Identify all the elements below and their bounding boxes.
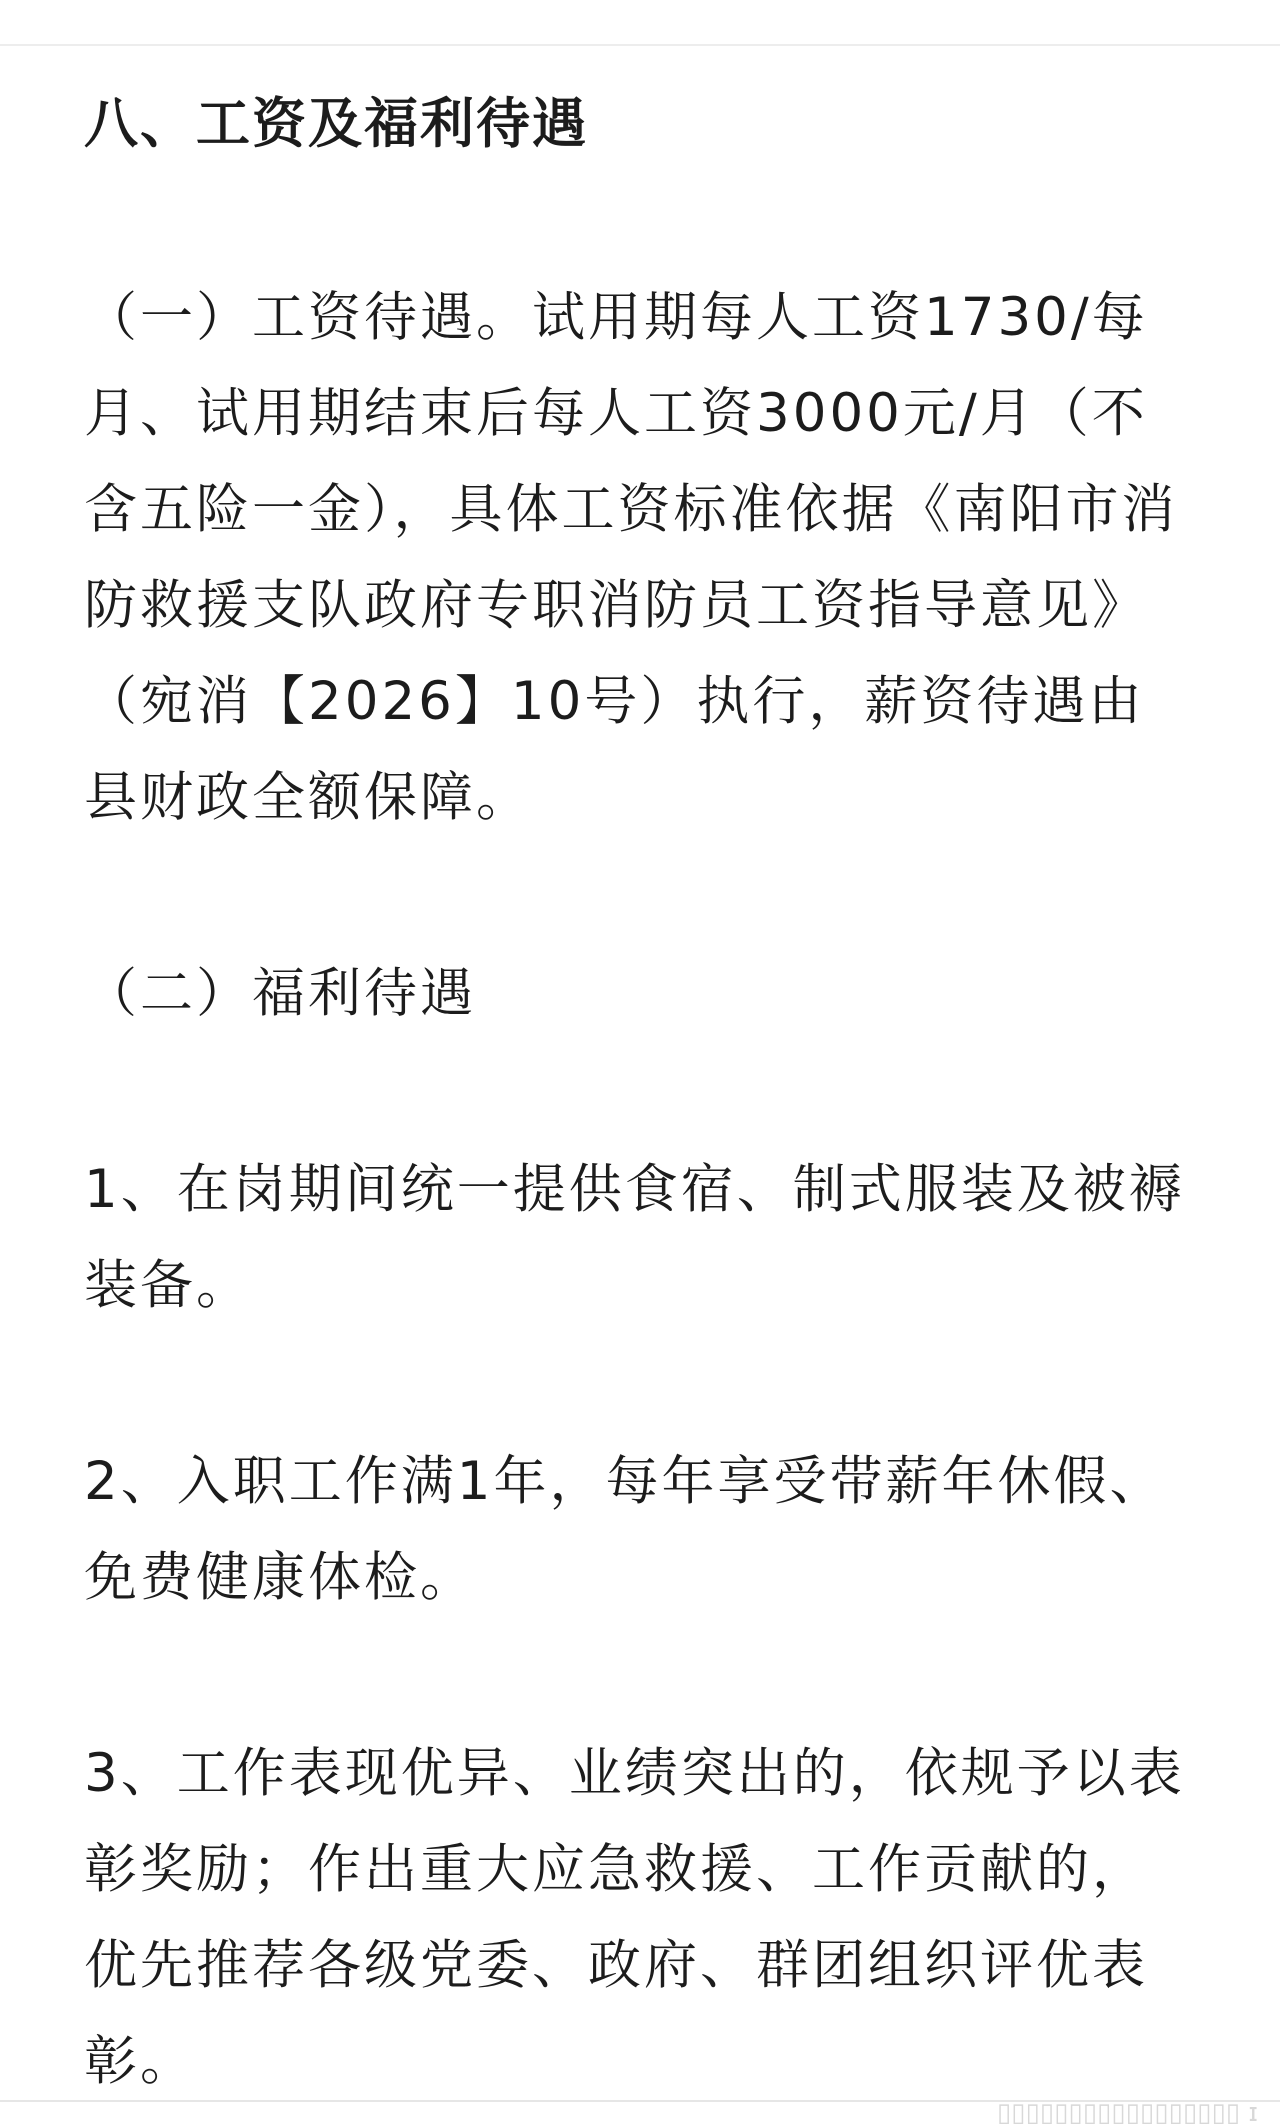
benefit-item-3: 3、工作表现优异、业绩突出的，依规予以表彰奖励；作出重大应急救援、工作贡献的，优先推荐各级党委、政府、群团组织评优表彰。 [84, 1743, 1185, 2092]
watermark-text: ▯▯▯▯▯▯▯▯▯▯▯▯▯▯▯▯▯ ɪ [996, 2098, 1258, 2128]
benefit-item-2: 2、入职工作满1年，每年享受带薪年休假、免费健康体检。 [84, 1451, 1166, 1608]
section-heading: 八、工资及福利待遇 [84, 92, 588, 155]
salary-paragraph: （一）工资待遇。试用期每人工资1730/每月、试用期结束后每人工资3000元/月（不含五险一金），具体工资标准依据《南阳市消防救援支队政府专职消防员工资指导意见》（宛消【2026】10号）执行，薪资待遇由县财政全额保障。 [84, 287, 1178, 828]
benefits-subheading: （二）福利待遇 [84, 963, 476, 1024]
document-body [84, 86, 1196, 2110]
top-divider [0, 44, 1280, 46]
benefit-item-1: 1、在岗期间统一提供食宿、制式服装及被褥装备。 [84, 1159, 1185, 1316]
